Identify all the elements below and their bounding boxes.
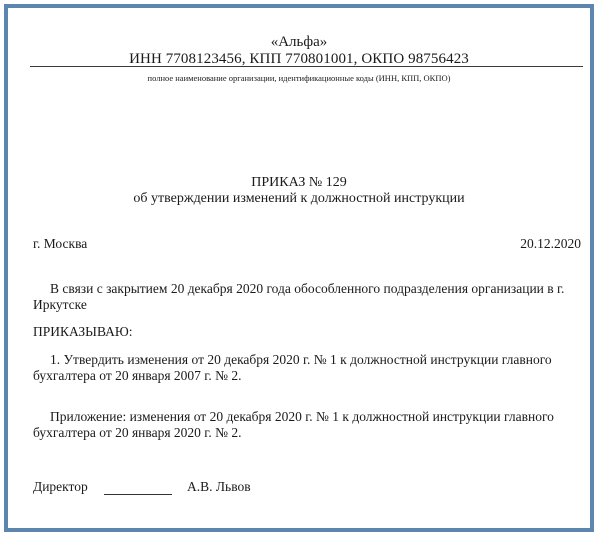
order-item-1: 1. Утвердить изменения от 20 декабря 2020 г. № 1 к должностной инструкции главного бухгалтера от 20 января 2007 г. № 2.: [33, 352, 552, 383]
preamble-paragraph: В связи с закрытием 20 декабря 2020 года обособленного подразделения организации в г. Иркутске: [33, 281, 565, 312]
document-city: г. Москва: [33, 236, 88, 251]
document-subtitle: об утверждении изменений к должностной инструкции: [133, 191, 465, 206]
header-divider: [30, 66, 583, 67]
organization-name: «Альфа»: [270, 34, 328, 50]
attachment-paragraph: Приложение: изменения от 20 декабря 2020 г. № 1 к должностной инструкции главного бухгалтера от 20 января 2020 г. № 2.: [33, 409, 554, 440]
document-frame: [4, 4, 594, 532]
signature-line: [104, 494, 172, 495]
header-caption: полное наименование организации, идентификационные коды (ИНН, КПП, ОКПО): [147, 73, 451, 83]
order-keyword: ПРИКАЗЫВАЮ:: [33, 324, 133, 339]
document-date: 20.12.2020: [520, 236, 581, 251]
organization-codes: ИНН 7708123456, КПП 770801001, ОКПО 98756423: [129, 51, 469, 67]
document-title: ПРИКАЗ № 129: [251, 175, 347, 190]
signatory-name: А.В. Львов: [187, 479, 251, 494]
signatory-role: Директор: [33, 479, 88, 494]
